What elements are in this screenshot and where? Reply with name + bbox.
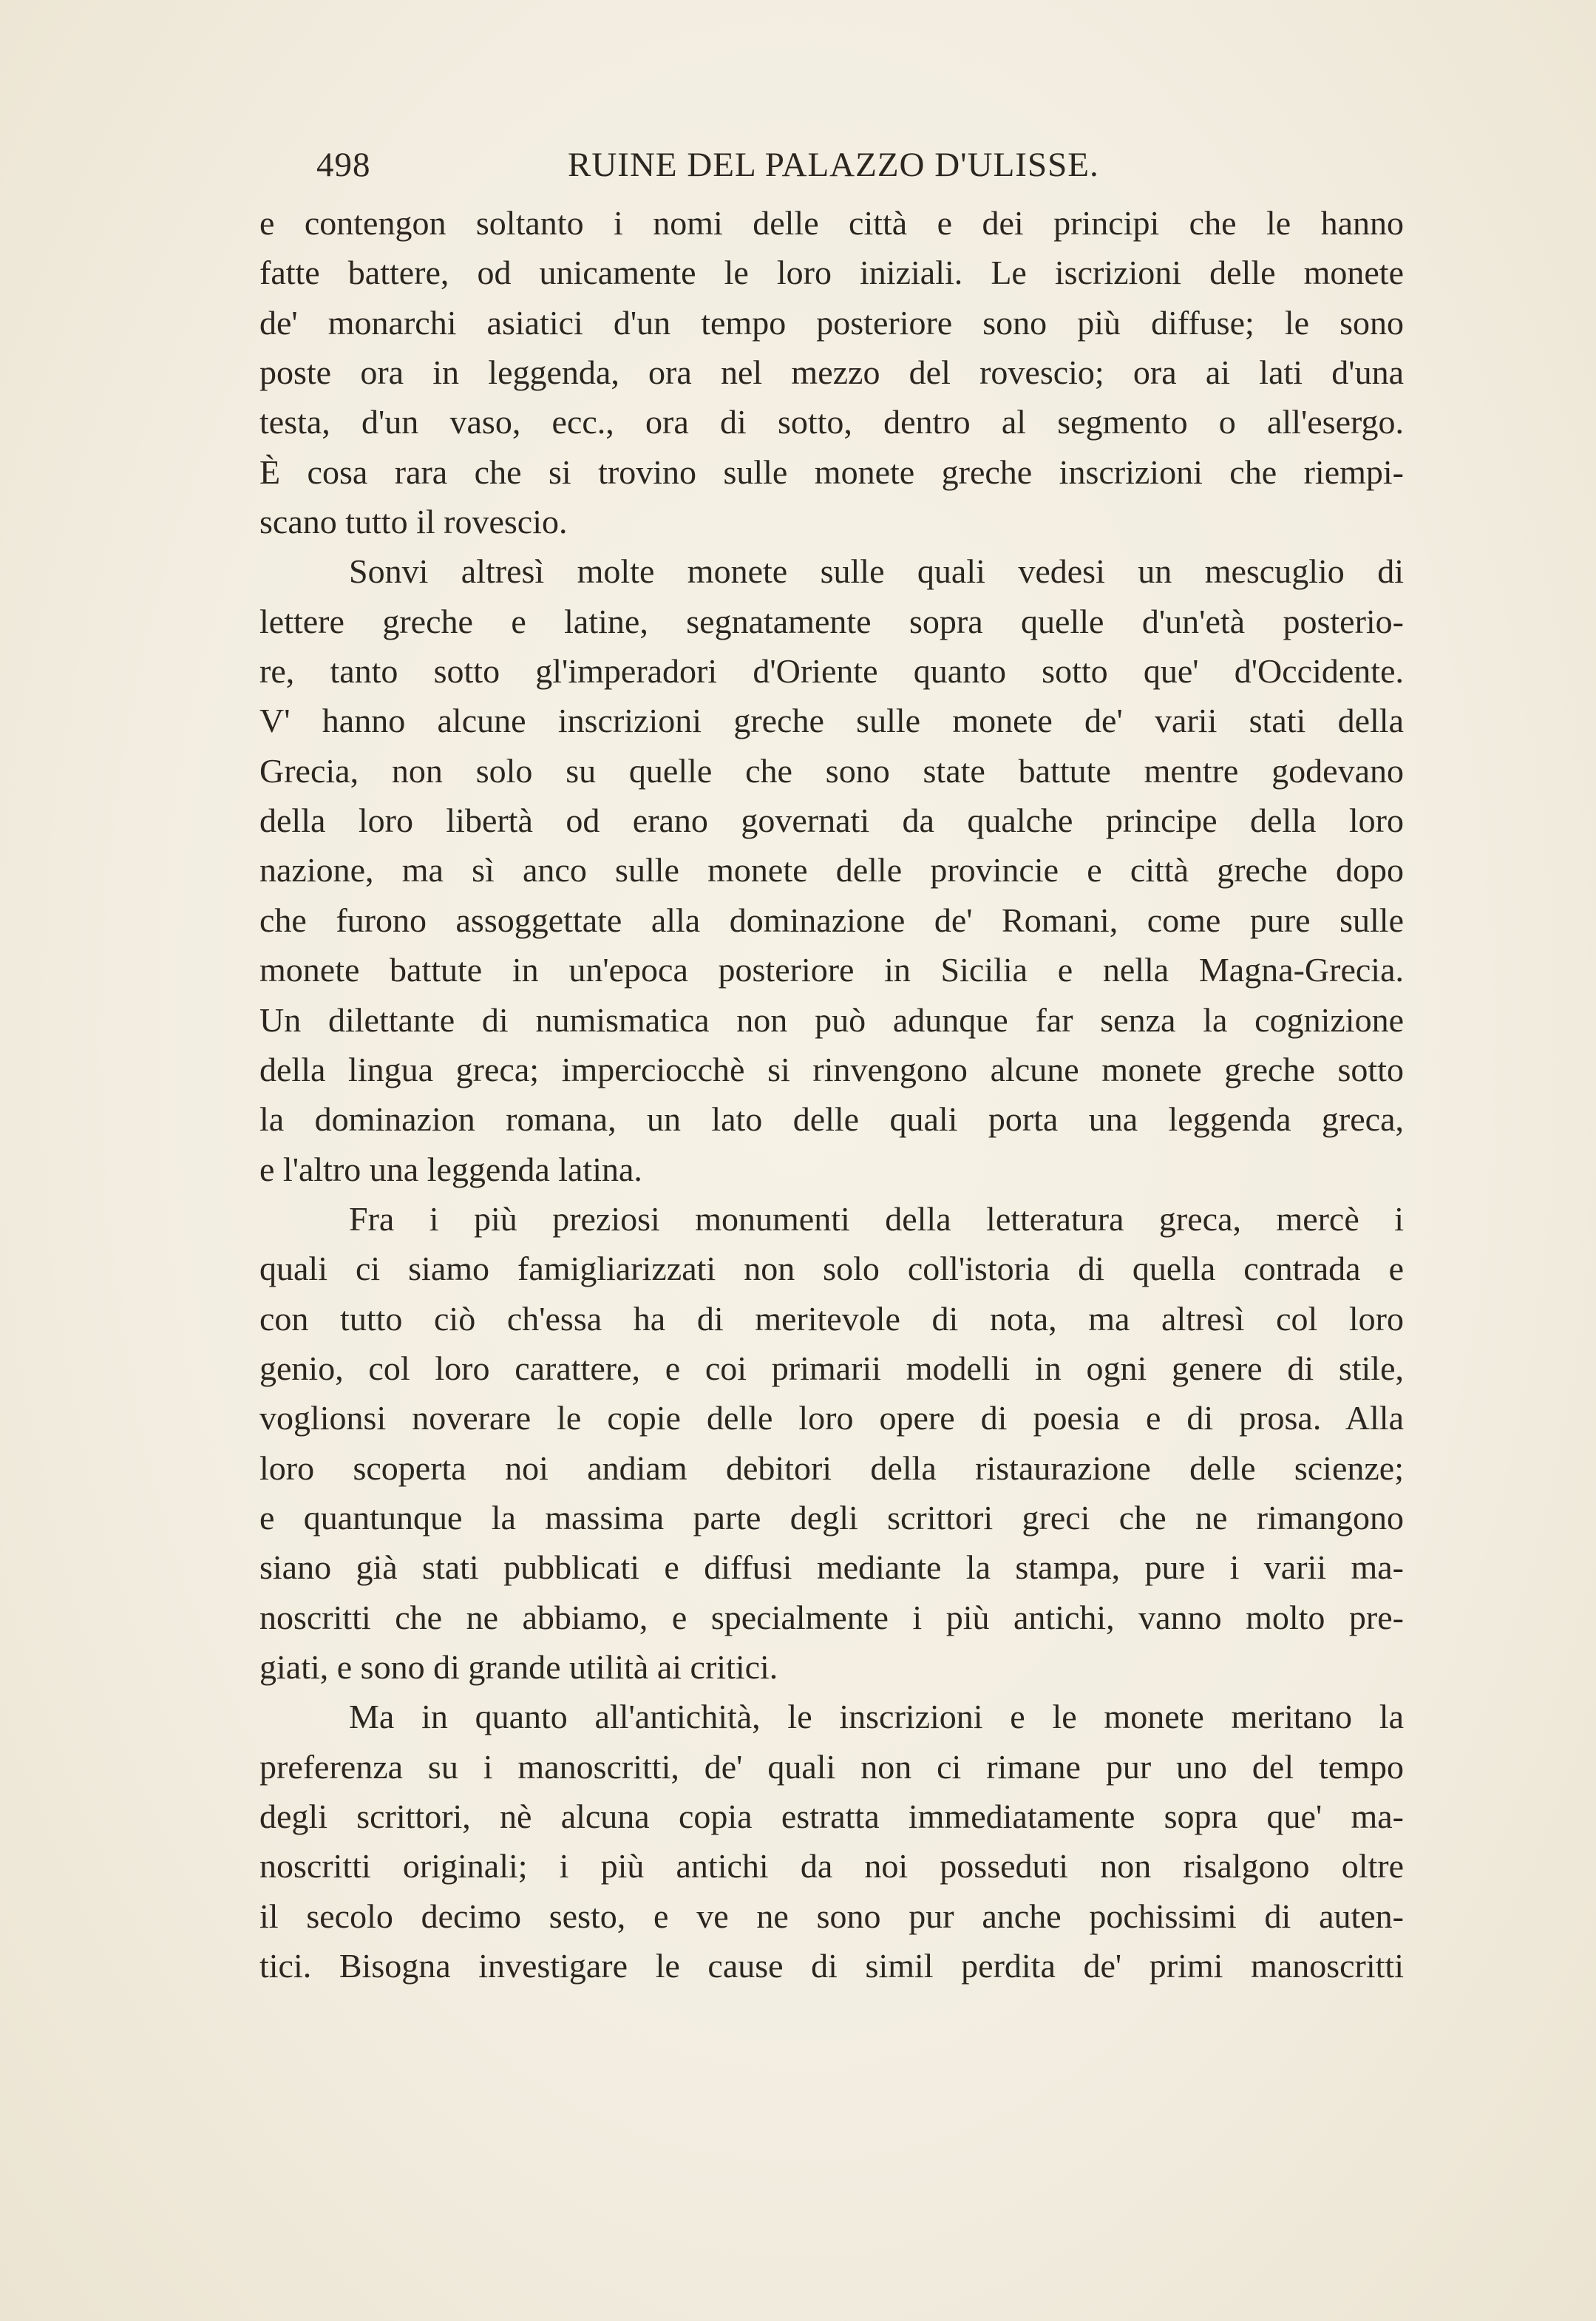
text-line: che furono assoggettate alla dominazione de' Romani, come pure sulle [259, 901, 1404, 939]
text-line: e contengon soltanto i nomi delle città e dei principi che le hanno [259, 204, 1404, 242]
running-head [316, 145, 1107, 189]
paragraph-first-line: Fra i più preziosi monumenti della letteratura greca, mercè i [349, 1199, 1404, 1238]
text-line: poste ora in leggenda, ora nel mezzo del rovescio; ora ai lati d'una [259, 353, 1404, 392]
text-line: È cosa rara che si trovino sulle monete greche inscrizioni che riempi- [259, 453, 1404, 491]
text-line: Un dilettante di numismatica non può adunque far senza la cognizione [259, 1000, 1404, 1039]
text-line: nazione, ma sì anco sulle monete delle provincie e città greche dopo [259, 851, 1404, 890]
text-line: della loro libertà od erano governati da qualche principe della loro [259, 802, 1404, 840]
text-line: de' monarchi asiatici d'un tempo posteriore sono più diffuse; le sono [259, 303, 1404, 342]
paragraph-first-line: Sonvi altresì molte monete sulle quali vedesi un mescuglio di [349, 552, 1404, 591]
text-line: testa, d'un vaso, ecc., ora di sotto, dentro al segmento o all'esergo. [259, 403, 1404, 441]
text-line: genio, col loro carattere, e coi primarii modelli in ogni genere di stile, [259, 1349, 1404, 1387]
text-line: la dominazion romana, un lato delle quali porta una leggenda greca, [259, 1100, 1404, 1139]
text-line: noscritti che ne abbiamo, e specialmente i più antichi, vanno molto pre- [259, 1598, 1404, 1636]
text-line: re, tanto sotto gl'imperadori d'Oriente quanto sotto que' d'Occidente. [259, 652, 1404, 691]
text-line: loro scoperta noi andiam debitori della ristaurazione delle scienze; [259, 1448, 1404, 1487]
text-line: e quantunque la massima parte degli scrittori greci che ne rimangono [259, 1498, 1404, 1536]
text-line: scano tutto il rovescio. [259, 503, 568, 541]
text-line: noscritti originali; i più antichi da noi posseduti non risalgono oltre [259, 1847, 1404, 1885]
text-line: voglionsi noverare le copie delle loro opere di poesia e di prosa. Alla [259, 1399, 1404, 1437]
text-line: preferenza su i manoscritti, de' quali non ci rimane pur uno del tempo [259, 1747, 1404, 1786]
text-line: Grecia, non solo su quelle che sono state battute mentre godevano [259, 751, 1404, 790]
text-line: degli scrittori, nè alcuna copia estratta immediatamente sopra que' ma- [259, 1797, 1404, 1835]
text-line: tici. Bisogna investigare le cause di simil perdita de' primi manoscritti [259, 1947, 1404, 1985]
text-line: quali ci siamo famigliarizzati non solo coll'istoria di quella contrada e [259, 1250, 1404, 1288]
running-title: RUINE DEL PALAZZO D'ULISSE. [568, 146, 1099, 184]
text-line: della lingua greca; imperciocchè si rinvengono alcune monete greche sotto [259, 1050, 1404, 1088]
text-line: monete battute in un'epoca posteriore in Sicilia e nella Magna-Grecia. [259, 951, 1404, 989]
text-line: giati, e sono di grande utilità ai critici. [259, 1647, 778, 1686]
page-number: 498 [316, 146, 371, 184]
text-line: V' hanno alcune inscrizioni greche sulle monete de' varii stati della [259, 702, 1404, 740]
paragraph-first-line: Ma in quanto all'antichità, le inscrizioni e le monete meritano la [349, 1698, 1404, 1736]
text-line: il secolo decimo sesto, e ve ne sono pur anche pochissimi di auten- [259, 1897, 1404, 1935]
text-line: lettere greche e latine, segnatamente sopra quelle d'un'età posterio- [259, 602, 1404, 640]
text-line: e l'altro una leggenda latina. [259, 1150, 642, 1188]
text-line: siano già stati pubblicati e diffusi mediante la stampa, pure i varii ma- [259, 1548, 1404, 1587]
body-text [259, 198, 1404, 1990]
text-line: con tutto ciò ch'essa ha di meritevole di nota, ma altresì col loro [259, 1299, 1404, 1338]
text-line: fatte battere, od unicamente le loro iniziali. Le iscrizioni delle monete [259, 254, 1404, 292]
